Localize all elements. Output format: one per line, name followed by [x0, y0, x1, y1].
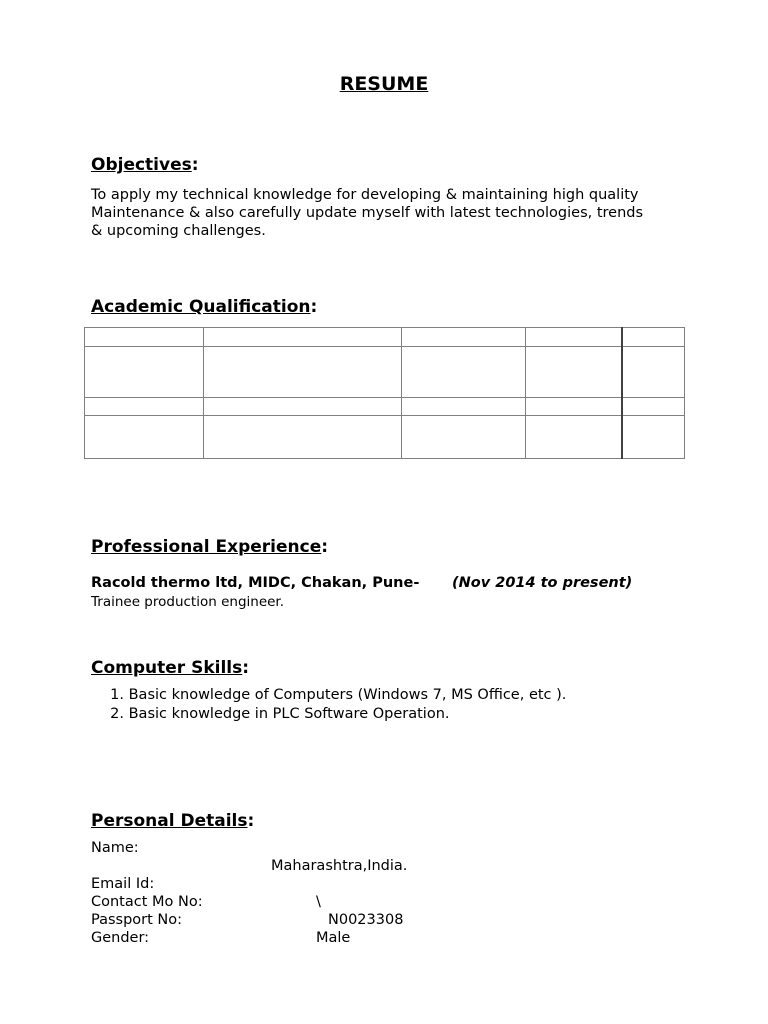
table-cell — [622, 328, 685, 347]
list-item-text: Basic knowledge in PLC Software Operation. — [128, 706, 450, 722]
skills-heading-colon: : — [242, 658, 250, 678]
table-cell — [622, 347, 685, 398]
personal-heading-text: Personal Details — [91, 811, 248, 831]
table-cell — [526, 416, 623, 459]
objectives-heading-text: Objectives — [91, 155, 192, 175]
objectives-heading-colon: : — [191, 155, 199, 175]
personal-heading-colon: : — [247, 811, 255, 831]
table-row — [85, 398, 685, 416]
table-cell — [85, 416, 204, 459]
table-cell — [402, 416, 526, 459]
skills-list — [91, 686, 566, 724]
contact-value: \ — [316, 894, 321, 910]
table-row — [85, 416, 685, 459]
academic-heading — [91, 297, 317, 317]
experience-heading-colon: : — [321, 537, 329, 557]
experience-company: Racold thermo ltd, MIDC, Chakan, Pune- — [91, 575, 420, 591]
experience-heading — [91, 537, 328, 557]
table-cell — [526, 328, 623, 347]
personal-heading — [91, 811, 254, 831]
table-row — [85, 328, 685, 347]
table-cell — [85, 328, 204, 347]
objective-line-1: To apply my technical knowledge for developing & maintaining high quality — [91, 187, 639, 203]
table-cell — [526, 398, 623, 416]
objective-line-2: Maintenance & also carefully update myself with latest technologies, trends — [91, 205, 644, 221]
list-item-number: 1. — [110, 687, 124, 703]
academic-heading-text: Academic Qualification — [91, 297, 311, 317]
table-cell — [622, 416, 685, 459]
table-cell — [204, 398, 402, 416]
table-cell — [526, 347, 623, 398]
experience-heading-text: Professional Experience — [91, 537, 322, 557]
experience-role: Trainee production engineer. — [91, 594, 285, 610]
table-cell — [402, 347, 526, 398]
academic-heading-colon: : — [310, 297, 318, 317]
table-cell — [204, 347, 402, 398]
gender-label: Gender: — [91, 930, 150, 946]
skills-heading-text: Computer Skills — [91, 658, 243, 678]
list-item — [91, 705, 566, 724]
table-cell — [85, 347, 204, 398]
list-item — [91, 686, 566, 705]
list-item-text: Basic knowledge of Computers (Windows 7, MS Office, etc ). — [128, 687, 567, 703]
table-cell — [204, 328, 402, 347]
table-cell — [402, 328, 526, 347]
table-cell — [402, 398, 526, 416]
email-label: Email Id: — [91, 876, 155, 892]
experience-period: (Nov 2014 to present) — [452, 575, 633, 591]
skills-heading — [91, 658, 249, 678]
passport-value: N0023308 — [328, 912, 404, 928]
passport-label: Passport No: — [91, 912, 183, 928]
objective-paragraph — [91, 186, 681, 240]
academic-qualification-table — [84, 327, 685, 459]
table-cell — [204, 416, 402, 459]
table-cell — [622, 398, 685, 416]
table-row — [85, 347, 685, 398]
location-value: Maharashtra,India. — [271, 858, 408, 874]
table-cell — [85, 398, 204, 416]
resume-title — [0, 73, 768, 95]
list-item-number: 2. — [110, 706, 124, 722]
resume-title-text: RESUME — [339, 73, 429, 95]
name-label: Name: — [91, 840, 139, 856]
objectives-heading — [91, 155, 199, 175]
objective-line-3: & upcoming challenges. — [91, 223, 266, 239]
contact-label: Contact Mo No: — [91, 894, 203, 910]
gender-value: Male — [316, 930, 351, 946]
